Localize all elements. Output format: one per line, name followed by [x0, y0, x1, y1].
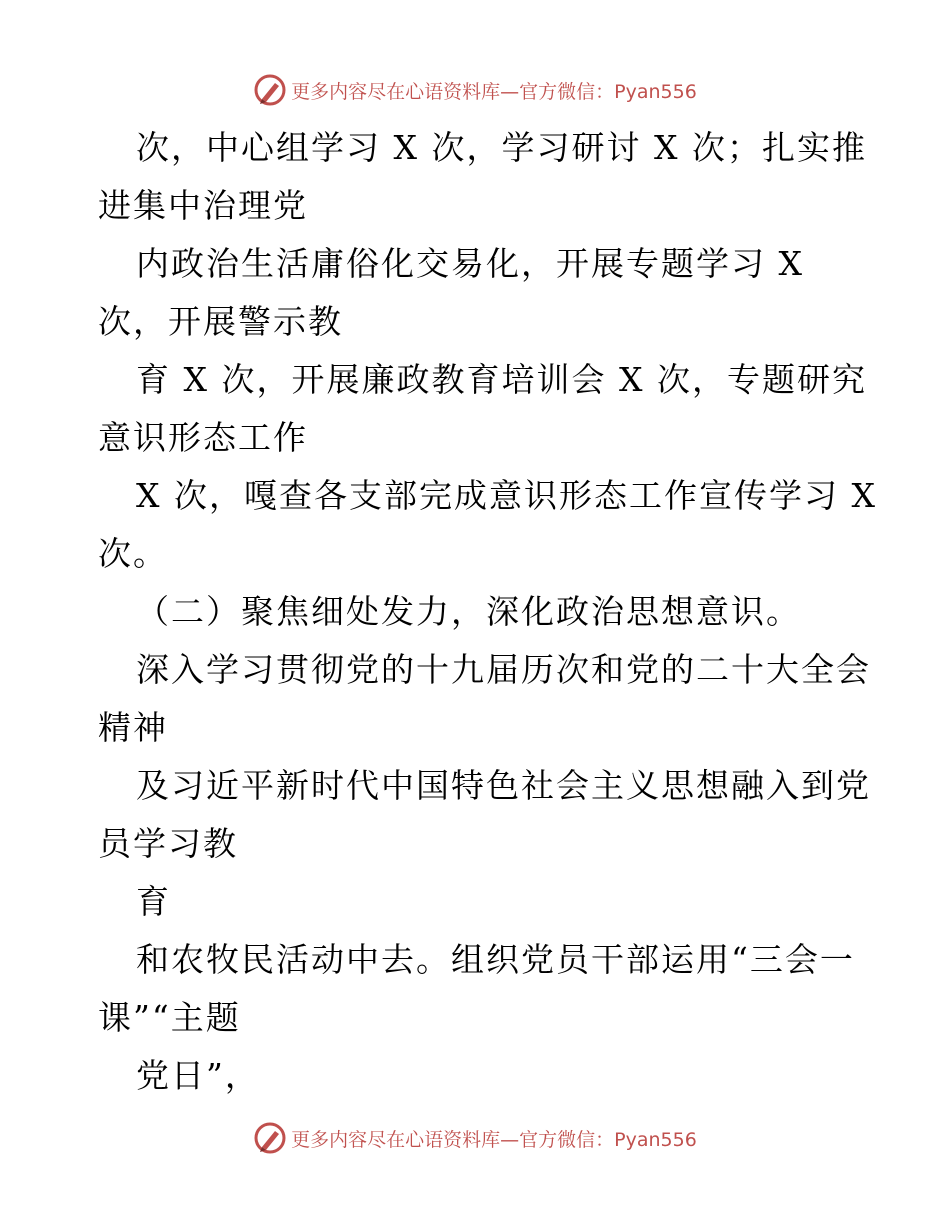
text-line: 及习近平新时代中国特色社会主义思想融入到党	[136, 766, 871, 805]
banner-text: 更多内容尽在心语资料库—官方微信：Pyan556	[291, 80, 697, 103]
text-line: 内政治生活庸俗化交易化，开展专题学习 X	[136, 244, 804, 283]
text-line: 员学习教	[98, 824, 238, 863]
text-line: 次。	[98, 534, 168, 573]
footer-watermark-banner	[0, 1118, 950, 1158]
text-line: 育 X 次，开展廉政教育培训会 X 次，专题研究	[136, 360, 867, 399]
text-line: 次，中心组学习 X 次，学习研讨 X 次；扎实推	[136, 128, 867, 167]
pen-logo-icon	[253, 73, 287, 107]
text-line: 进集中治理党	[98, 186, 308, 225]
text-line: 深入学习贯彻党的十九届历次和党的二十大全会	[136, 650, 871, 689]
header-watermark-banner	[0, 70, 950, 110]
banner-text: 更多内容尽在心语资料库—官方微信：Pyan556	[291, 1128, 697, 1151]
section-heading: （二）聚焦细处发力，深化政治思想意识。	[136, 592, 801, 631]
text-line: 课”“主题	[98, 998, 241, 1037]
pen-logo-icon	[253, 1121, 287, 1155]
text-line: 和农牧民活动中去。组织党员干部运用“三会一	[136, 940, 855, 979]
text-line: 精神	[98, 708, 168, 747]
text-line: X 次，嘎查各支部完成意识形态工作宣传学习 X	[136, 476, 877, 515]
text-line: 意识形态工作	[98, 418, 308, 457]
text-line: 次，开展警示教	[98, 302, 343, 341]
text-line: 党日”，	[136, 1056, 260, 1095]
text-line: 育	[136, 882, 171, 921]
